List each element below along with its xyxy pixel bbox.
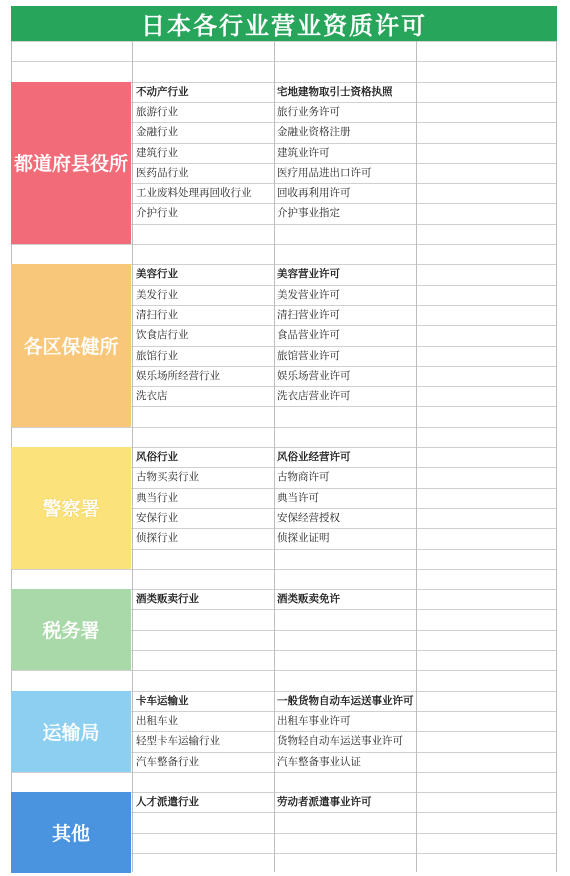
license-cell: 食品营业许可 [277,329,340,342]
license-cell: 安保经营授权 [277,511,340,524]
license-cell: 酒类贩卖免许 [277,593,340,606]
industry-cell: 安保行业 [136,511,178,524]
license-cell: 医疗用品进出口许可 [277,166,372,179]
industry-cell: 美发行业 [136,288,178,301]
industry-cell: 介护行业 [136,207,178,220]
license-cell: 清扫营业许可 [277,308,340,321]
industry-cell: 卡车运输业 [136,694,189,707]
row-divider [11,244,557,245]
industry-cell: 工业废料处理再回收行业 [136,187,252,200]
license-cell: 娱乐场营业许可 [277,369,351,382]
column-divider [274,41,275,872]
license-cell: 旅馆营业许可 [277,349,340,362]
license-cell: 回收再利用许可 [277,187,351,200]
license-cell: 古物商许可 [277,471,330,484]
row-divider [11,670,557,671]
license-cell: 货物轻自动车运送事业许可 [277,735,403,748]
row-divider [11,41,557,42]
license-cell: 出租车事业许可 [277,714,351,727]
industry-cell: 酒类贩卖行业 [136,593,199,606]
industry-cell: 娱乐场所经营行业 [136,369,220,382]
industry-cell: 轻型卡车运输行业 [136,735,220,748]
license-cell: 侦探业证明 [277,532,330,545]
license-cell: 典当许可 [277,491,319,504]
license-cell: 宅地建物取引士资格执照 [277,85,393,98]
license-cell: 汽车整备事业认证 [277,755,361,768]
license-cell: 金融业资格注册 [277,126,351,139]
license-cell: 建筑业许可 [277,146,330,159]
row-divider [11,772,557,773]
row-divider [11,569,557,570]
license-sheet [8,6,560,872]
industry-cell: 旅游行业 [136,105,178,118]
license-cell: 风俗业经营许可 [277,451,351,463]
industry-cell: 古物买卖行业 [136,471,199,484]
section-label: 各区保健所 [11,264,131,426]
section-label: 税务署 [11,589,131,670]
industry-cell: 建筑行业 [136,146,178,159]
industry-cell: 风俗行业 [136,451,178,463]
license-cell: 美容营业许可 [277,268,340,281]
industry-cell: 饮食店行业 [136,329,189,342]
license-cell: 旅行业务许可 [277,105,340,118]
industry-cell: 侦探行业 [136,532,178,545]
industry-cell: 不动产行业 [136,85,189,98]
industry-cell: 人才派遣行业 [136,796,199,809]
section-label: 运输局 [11,691,131,772]
industry-cell: 出租车业 [136,714,178,727]
row-divider [11,61,557,62]
industry-cell: 美容行业 [136,268,178,281]
row-divider [11,427,557,428]
license-cell: 一般货物自动车运送事业许可 [277,694,414,707]
section-label: 都道府县役所 [11,82,131,244]
license-cell: 劳动者派遣事业许可 [277,796,372,809]
industry-cell: 典当行业 [136,491,178,504]
industry-cell: 清扫行业 [136,308,178,321]
industry-cell: 汽车整备行业 [136,755,199,768]
section-label: 警察署 [11,447,131,569]
industry-cell: 医药品行业 [136,166,189,179]
industry-cell: 金融行业 [136,126,178,139]
license-cell: 洗衣店营业许可 [277,390,351,403]
section-label: 其他 [11,792,131,873]
column-divider [556,41,557,872]
page-title: 日本各行业营业资质许可 [11,6,557,41]
license-cell: 介护事业指定 [277,207,340,220]
industry-cell: 旅馆行业 [136,349,178,362]
industry-cell: 洗衣店 [136,390,168,403]
license-cell: 美发营业许可 [277,288,340,301]
column-divider [416,41,417,872]
column-divider [132,41,133,872]
